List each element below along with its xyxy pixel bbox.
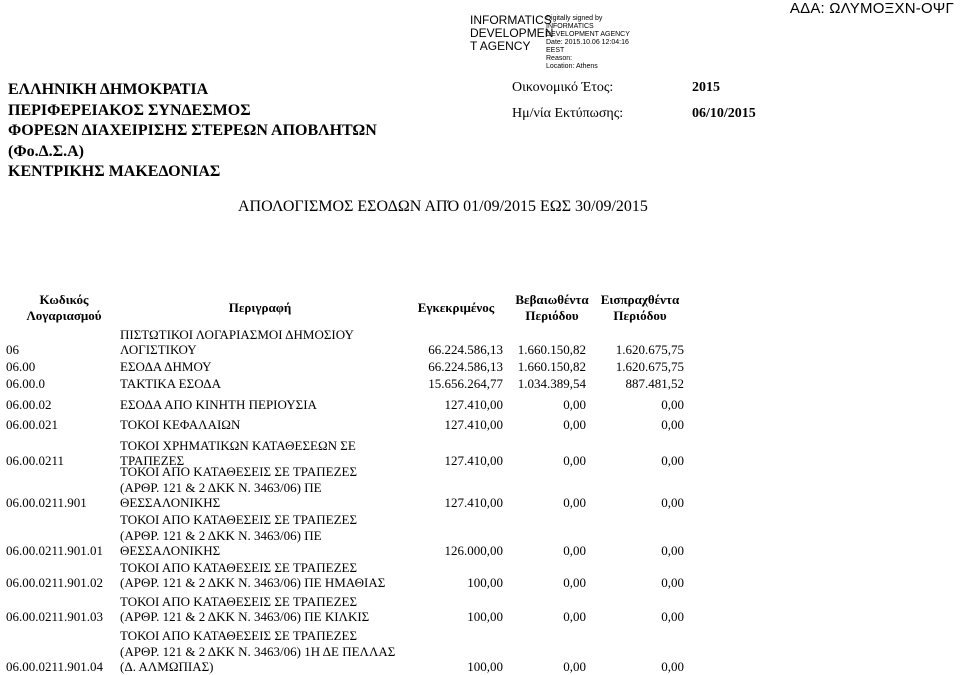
account-description: [120, 512, 357, 559]
column-header-line: Περιόδου: [613, 308, 667, 323]
signature-name-line: T AGENCY: [470, 39, 531, 53]
column-header-line: Λογαριασμού: [26, 308, 102, 323]
account-description: [120, 560, 385, 591]
column-header-line: Βεβαιωθέντα: [515, 292, 589, 307]
table-row: [0, 392, 700, 413]
certified-amount: 0,00: [563, 397, 586, 412]
table-row: [0, 375, 700, 392]
account-code: 06.00.0211.901.03: [6, 609, 104, 624]
print-date-label: Ημ/νία Εκτύπωσης:: [512, 106, 624, 121]
certified-amount: 0,00: [563, 609, 586, 624]
description-line: (Δ. ΑΛΜΩΠΙΑΣ): [120, 659, 214, 675]
signature-detail-line: Reason:: [546, 55, 573, 62]
table-header: [0, 292, 690, 326]
signature-details: [546, 15, 630, 71]
organization-header: [8, 80, 377, 183]
table-row: [0, 413, 700, 433]
print-date-value: 06/10/2015: [692, 106, 756, 121]
column-header-line: Περιόδου: [525, 308, 579, 323]
certified-amount: 1.660.150,82: [517, 342, 586, 357]
description-line: ΘΕΣΣΑΛΟΝΙΚΗΣ: [120, 495, 221, 511]
account-code: 06.00.0211.901.01: [6, 543, 104, 558]
account-code: 06.00.0211.901.02: [6, 575, 104, 590]
collected-amount: 1.620.675,75: [615, 359, 684, 374]
account-description: [120, 594, 369, 625]
certified-amount: 0,00: [563, 495, 586, 510]
approved-amount: 126.000,00: [444, 543, 503, 558]
signature-detail-line: Location: Athens: [546, 63, 598, 70]
account-code: 06.00.0211.901: [6, 495, 87, 510]
table-row: [0, 326, 700, 358]
approved-amount: 15.656.264,77: [428, 376, 503, 391]
certified-amount: 0,00: [563, 659, 586, 674]
report-title: ΑΠΟΛΟΓΙΣΜΟΣ ΕΣΟΔΩΝ ΑΠΌ 01/09/2015 ΕΩΣ 30/09/2015: [238, 198, 648, 215]
account-code: 06.00.021: [6, 417, 58, 432]
account-code: 06.00.0: [6, 376, 45, 391]
account-description: [120, 359, 212, 375]
org-line: ΠΕΡΙΦΕΡΕΙΑΚΟΣ ΣΥΝΔΕΣΜΟΣ: [8, 101, 251, 119]
description-line: ΕΣΟΔΑ ΔΗΜΟΥ: [120, 359, 212, 375]
collected-amount: 0,00: [661, 417, 684, 432]
description-line: ΤΟΚΟΙ ΑΠΟ ΚΑΤΑΘΕΣΕΙΣ ΣΕ ΤΡΑΠΕΖΕΣ: [120, 512, 358, 528]
org-line: ΚΕΝΤΡΙΚΗΣ ΜΑΚΕΔΟΝΙΑΣ: [8, 163, 221, 180]
collected-amount: 0,00: [661, 453, 684, 468]
signature-name: [470, 13, 554, 53]
description-line: ΛΟΓΙΣΤΙΚΟΥ: [120, 342, 197, 358]
approved-amount: 66.224.586,13: [428, 359, 503, 374]
column-header-certified: [506, 292, 598, 324]
approved-amount: 127.410,00: [444, 453, 503, 468]
accounts-table: [0, 326, 700, 675]
description-line: (ΑΡΘΡ. 121 & 2 ΔΚΚ Ν. 3463/06) ΠΕ: [120, 479, 322, 495]
org-line: ΦΟΡΕΩΝ ΔΙΑΧΕΙΡΙΣΗΣ ΣΤΕΡΕΩΝ ΑΠΟΒΛΗΤΩΝ: [8, 122, 377, 139]
signature-name-line: DEVELOPMEN: [470, 26, 554, 40]
description-line: ΤΟΚΟΙ ΑΠΟ ΚΑΤΑΘΕΣΕΙΣ ΣΕ ΤΡΑΠΕΖΕΣ: [120, 464, 358, 480]
column-header-collected: [594, 292, 686, 324]
approved-amount: 100,00: [467, 659, 503, 674]
org-line: ΕΛΛΗΝΙΚΗ ΔΗΜΟΚΡΑΤΙΑ: [8, 81, 209, 98]
approved-amount: 100,00: [467, 609, 503, 624]
signature-detail-line: EEST: [546, 47, 565, 54]
description-line: ΕΣΟΔΑ ΑΠΟ ΚΙΝΗΤΗ ΠΕΡΙΟΥΣΙΑ: [120, 397, 317, 413]
description-line: ΠΙΣΤΩΤΙΚΟΙ ΛΟΓΑΡΙΑΣΜΟΙ ΔΗΜΟΣΙΟΥ: [120, 326, 354, 342]
approved-amount: 66.224.586,13: [428, 342, 503, 357]
description-line: ΤΟΚΟΙ ΑΠΟ ΚΑΤΑΘΕΣΕΙΣ ΣΕ ΤΡΑΠΕΖΕΣ: [120, 628, 358, 644]
approved-amount: 127.410,00: [444, 397, 503, 412]
certified-amount: 0,00: [563, 575, 586, 590]
account-description: [120, 417, 240, 433]
account-code: 06.00: [6, 359, 36, 374]
approved-amount: 127.410,00: [444, 495, 503, 510]
description-line: ΘΕΣΣΑΛΟΝΙΚΗΣ: [120, 543, 221, 559]
column-header-line: Εισπραχθέντα: [600, 292, 680, 307]
fiscal-year-value: 2015: [692, 80, 720, 95]
certified-amount: 1.660.150,82: [517, 359, 586, 374]
table-row: [0, 464, 700, 511]
description-line: (ΑΡΘΡ. 121 & 2 ΔΚΚ Ν. 3463/06) ΠΕ ΚΙΛΚΙΣ: [120, 609, 370, 625]
account-description: [120, 327, 354, 358]
description-line: (ΑΡΘΡ. 121 & 2 ΔΚΚ Ν. 3463/06) ΠΕ: [120, 527, 322, 543]
collected-amount: 0,00: [661, 659, 684, 674]
account-description: [120, 628, 395, 675]
account-description: [120, 376, 221, 392]
certified-amount: 0,00: [563, 453, 586, 468]
table-row: [0, 559, 700, 591]
certified-amount: 1.034.389,54: [517, 376, 586, 391]
fiscal-year-label: Οικονομικό Έτος:: [512, 80, 614, 95]
column-header-description: Περιγραφή: [228, 300, 292, 315]
signature-detail-line: INFORMATICS: [546, 23, 594, 30]
ada-code: ΑΔΑ: ΩΛΥΜΟΞΧΝ-ΟΨΓ: [789, 0, 954, 17]
description-line: ΤΟΚΟΙ ΚΕΦΑΛΑΙΩΝ: [120, 417, 241, 433]
signature-detail-line: Digitally signed by: [546, 15, 603, 22]
account-code: 06.00.02: [6, 397, 52, 412]
account-code: 06.00.0211.901.04: [6, 659, 104, 674]
account-code: 06: [6, 342, 19, 357]
collected-amount: 1.620.675,75: [615, 342, 684, 357]
description-line: ΤΟΚΟΙ ΑΠΟ ΚΑΤΑΘΕΣΕΙΣ ΣΕ ΤΡΑΠΕΖΕΣ: [120, 593, 358, 609]
collected-amount: 0,00: [661, 397, 684, 412]
digital-signature: [470, 14, 630, 71]
description-line: (ΑΡΘΡ. 121 & 2 ΔΚΚ Ν. 3463/06) 1Η ΔΕ ΠΕΛΛΑΣ: [120, 643, 396, 659]
account-description: [120, 464, 357, 511]
description-line: ΤΟΚΟΙ ΧΡΗΜΑΤΙΚΩΝ ΚΑΤΑΘΕΣΕΩΝ ΣΕ: [120, 437, 356, 453]
signature-detail-line: DEVELOPMENT AGENCY: [546, 31, 630, 38]
approved-amount: 100,00: [467, 575, 503, 590]
collected-amount: 887.481,52: [625, 376, 684, 391]
collected-amount: 0,00: [661, 543, 684, 558]
description-line: ΤΑΚΤΙΚΑ ΕΣΟΔΑ: [120, 376, 222, 392]
description-line: ΤΟΚΟΙ ΑΠΟ ΚΑΤΑΘΕΣΕΙΣ ΣΕ ΤΡΑΠΕΖΕΣ: [120, 559, 358, 575]
description-line: ΤΡΑΠΕΖΕΣ: [120, 453, 185, 469]
table-row: [0, 625, 700, 675]
column-header-line: Κωδικός: [39, 292, 89, 307]
column-header-code: [16, 292, 112, 324]
collected-amount: 0,00: [661, 495, 684, 510]
column-header-approved: Εγκεκριμένος: [417, 300, 495, 315]
signature-name-line: INFORMATICS: [470, 13, 552, 27]
certified-amount: 0,00: [563, 543, 586, 558]
collected-amount: 0,00: [661, 575, 684, 590]
org-line: (Φο.Δ.Σ.Α): [8, 142, 84, 160]
table-row: [0, 358, 700, 375]
collected-amount: 0,00: [661, 609, 684, 624]
approved-amount: 127.410,00: [444, 417, 503, 432]
account-description: [120, 397, 317, 413]
certified-amount: 0,00: [563, 417, 586, 432]
signature-detail-line: Date: 2015.10.06 12:04:16: [546, 39, 629, 46]
table-row: [0, 511, 700, 559]
table-row: [0, 591, 700, 625]
description-line: (ΑΡΘΡ. 121 & 2 ΔΚΚ Ν. 3463/06) ΠΕ ΗΜΑΘΙΑΣ: [120, 575, 386, 591]
account-code: 06.00.0211: [6, 453, 65, 468]
